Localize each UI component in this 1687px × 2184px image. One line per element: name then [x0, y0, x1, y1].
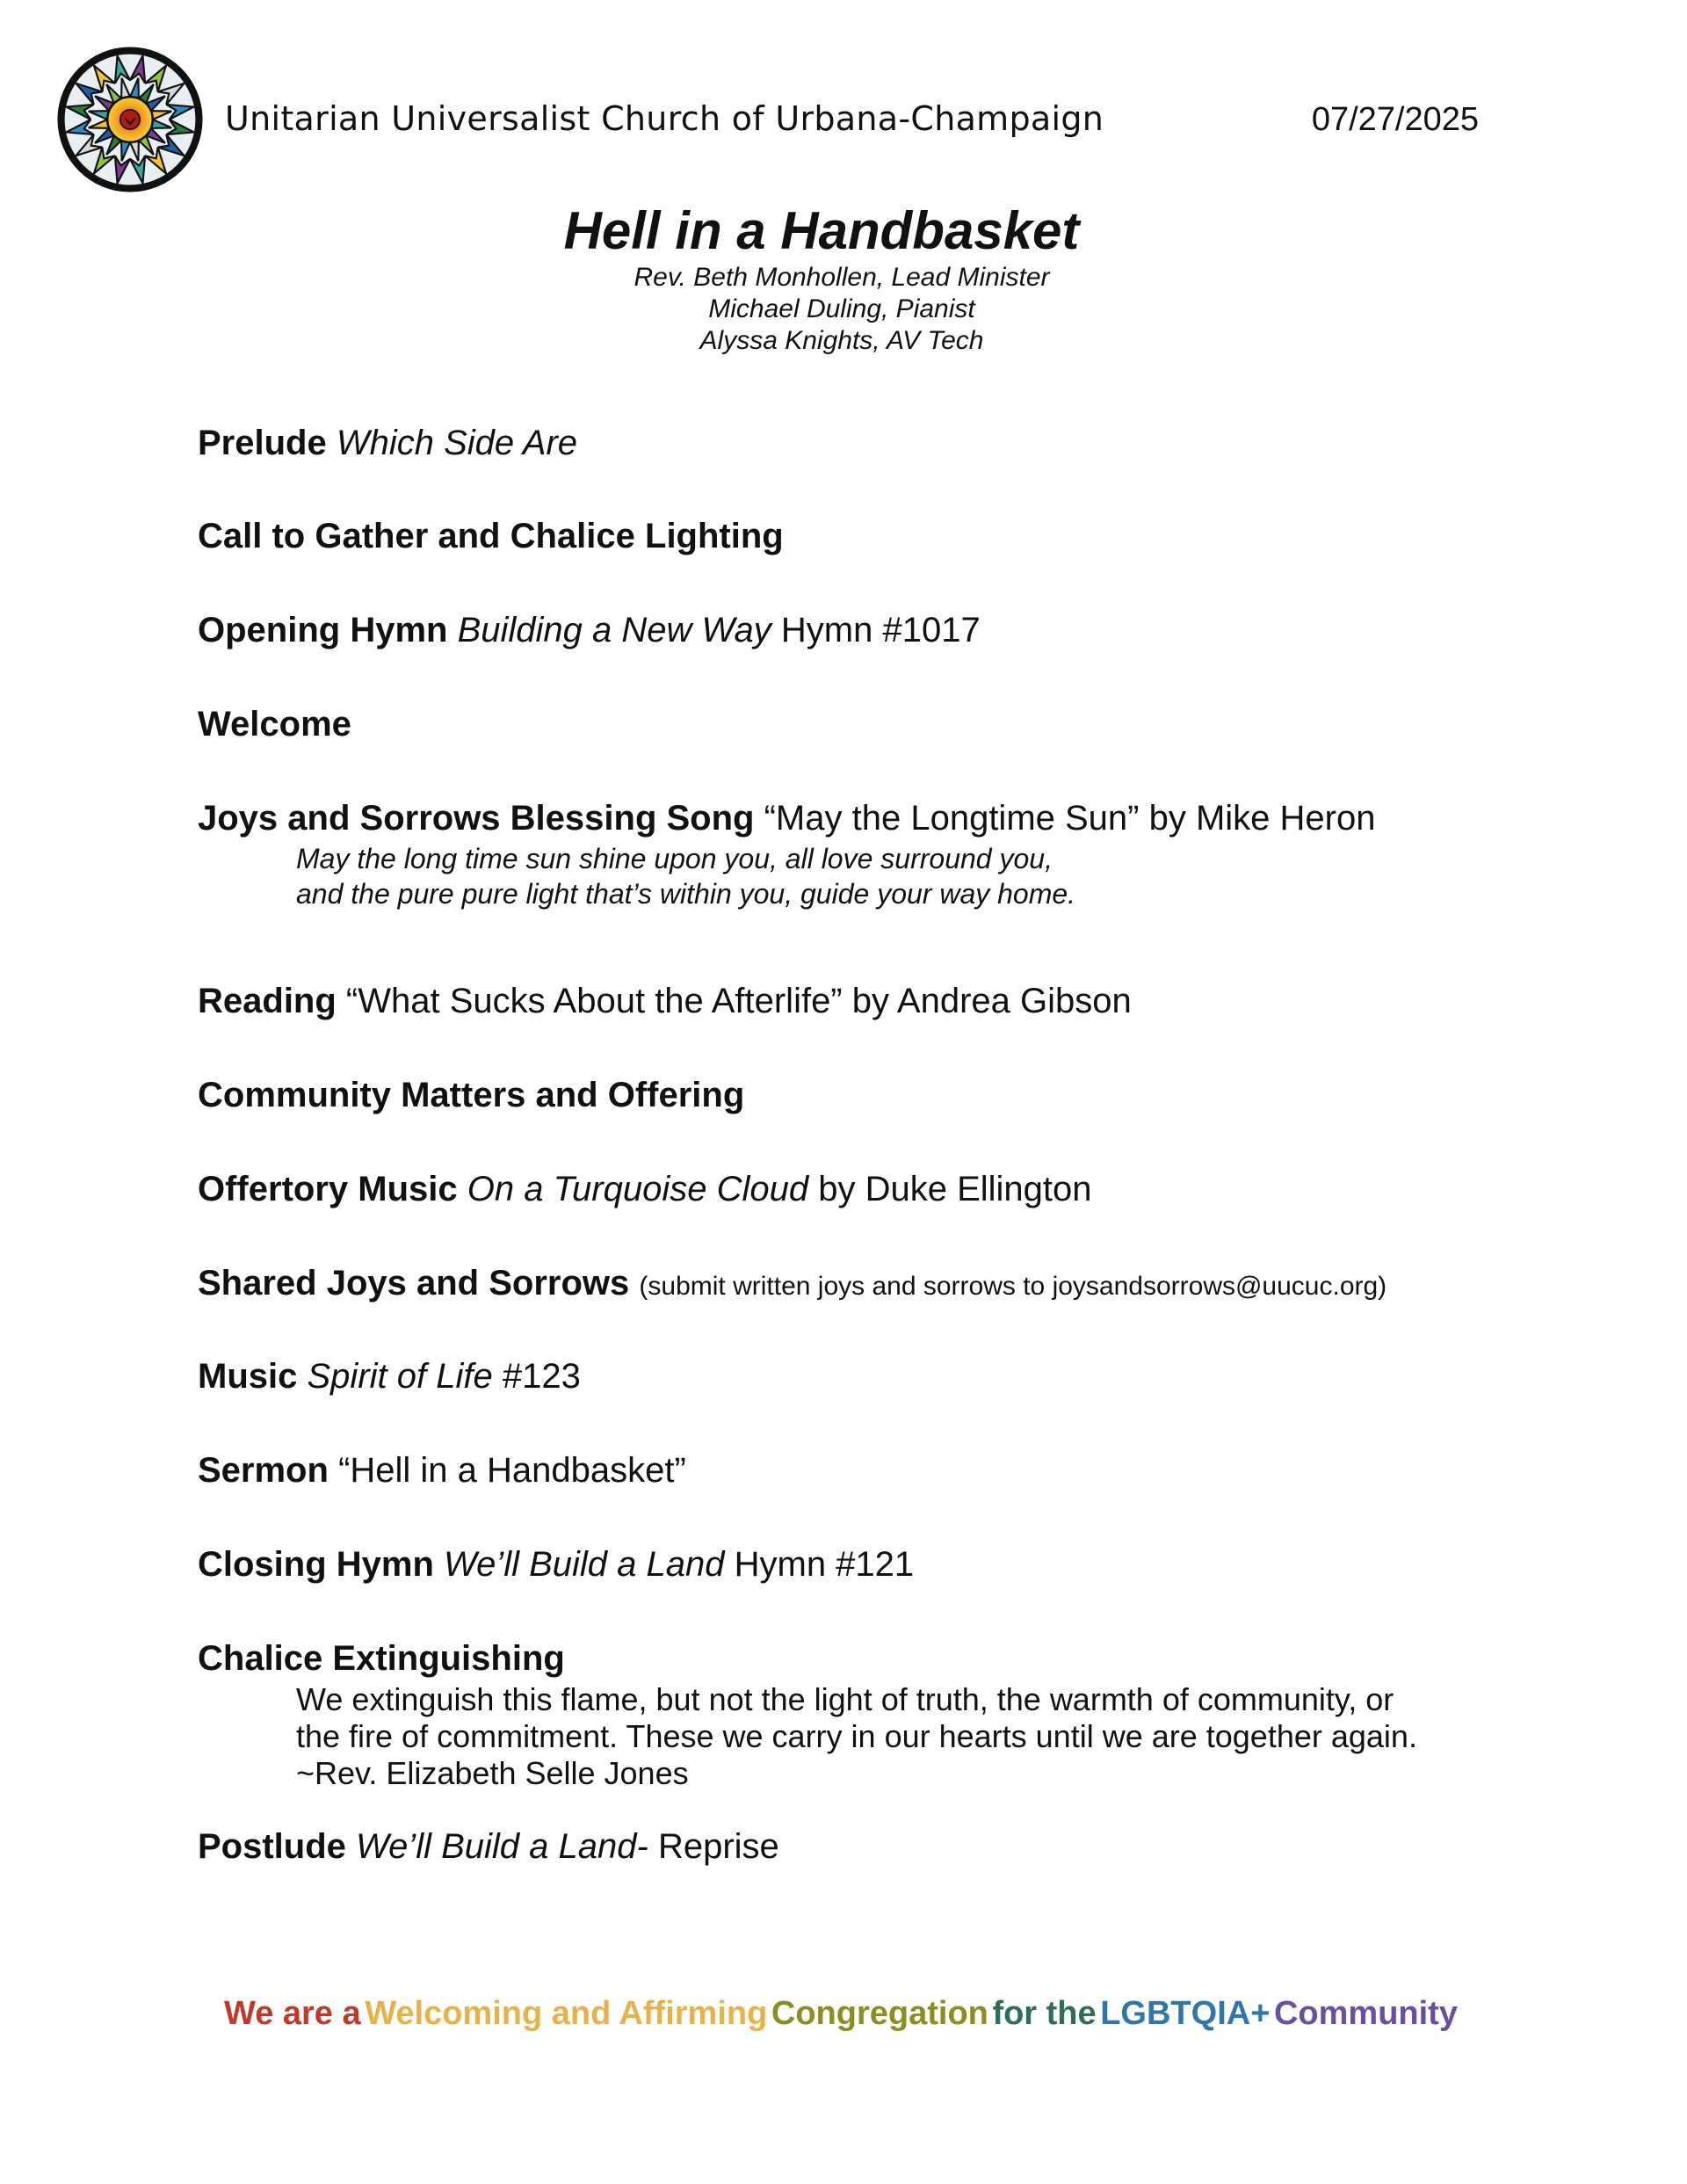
church-name: Unitarian Universalist Church of Urbana-Champaign	[225, 99, 1104, 138]
welcoming-congregation-banner	[0, 1995, 1687, 2033]
item-title: On a Turquoise Cloud	[467, 1170, 809, 1208]
order-item-shared-joys	[198, 1260, 1387, 1310]
item-label: Reading	[198, 982, 337, 1020]
service-title: Hell in a Handbasket	[563, 201, 1080, 260]
banner-segment: Congregation	[771, 1995, 988, 2032]
item-label: Joys and Sorrows Blessing Song	[198, 799, 755, 838]
reading-attribution: ~Rev. Elizabeth Selle Jones	[296, 1755, 689, 1791]
item-title: We’ll Build a Land-	[356, 1827, 648, 1866]
lyric-line: and the pure pure light that’s within you, guide your way home.	[296, 878, 1076, 910]
banner-segment: We are a	[224, 1995, 361, 2032]
item-label: Offertory Music	[198, 1170, 458, 1208]
order-item-call-to-gather	[198, 513, 784, 559]
item-detail: “May the Longtime Sun” by Mike Heron	[764, 799, 1376, 838]
item-label: Sermon	[198, 1451, 329, 1490]
item-number: Hymn #1017	[780, 611, 981, 649]
order-item-prelude	[198, 420, 577, 466]
item-label: Prelude	[198, 424, 327, 462]
banner-segment: Community	[1273, 1995, 1458, 2032]
item-label: Call to Gather and Chalice Lighting	[198, 517, 784, 555]
item-label: Opening Hymn	[198, 611, 448, 649]
item-number: #123	[502, 1357, 581, 1396]
church-logo-icon	[54, 44, 206, 195]
service-header	[0, 200, 1687, 357]
order-item-community	[198, 1072, 744, 1118]
order-item-sermon	[198, 1448, 686, 1493]
item-label: Postlude	[198, 1827, 346, 1866]
reading-line: the fire of commitment. These we carry in our hearts until we are together again.	[296, 1718, 1417, 1754]
item-detail: by Duke Ellington	[818, 1170, 1092, 1208]
credit-av-tech: Alyssa Knights, AV Tech	[699, 326, 984, 355]
item-label: Music	[198, 1357, 298, 1396]
item-title: Spirit of Life	[307, 1357, 493, 1396]
order-item-closing-hymn	[198, 1542, 914, 1587]
service-date: 07/27/2025	[1311, 101, 1479, 138]
order-item-joys-song	[198, 795, 1375, 911]
reading-line: We extinguish this flame, but not the light of truth, the warmth of community, or	[296, 1681, 1394, 1717]
item-number: Hymn #121	[734, 1545, 915, 1584]
order-item-welcome	[198, 701, 351, 747]
item-title: Which Side Are	[336, 424, 578, 462]
credit-minister: Rev. Beth Monhollen, Lead Minister	[634, 263, 1050, 292]
item-detail: “What Sucks About the Afterlife” by Andrea Gibson	[345, 982, 1132, 1020]
order-item-opening-hymn	[198, 607, 981, 653]
item-label: Closing Hymn	[198, 1545, 434, 1584]
item-title: We’ll Build a Land	[444, 1545, 725, 1584]
banner-segment: for the	[992, 1995, 1097, 2032]
banner-segment: Welcoming and Affirming	[365, 1995, 768, 2032]
order-item-chalice-extinguishing	[198, 1636, 1417, 1792]
item-title: Building a New Way	[457, 611, 771, 649]
order-item-offertory	[198, 1166, 1092, 1212]
item-detail: “Hell in a Handbasket”	[338, 1451, 686, 1490]
item-label: Shared Joys and Sorrows	[198, 1264, 630, 1302]
banner-segment: LGBTQIA+	[1100, 1995, 1271, 2032]
order-item-postlude	[198, 1824, 779, 1869]
item-label: Welcome	[198, 705, 351, 744]
item-label: Chalice Extinguishing	[198, 1639, 565, 1678]
order-item-reading	[198, 978, 1132, 1024]
lyric-line: May the long time sun shine upon you, all love surround you,	[296, 843, 1053, 874]
order-item-music	[198, 1353, 581, 1399]
item-detail: Reprise	[657, 1827, 779, 1866]
credit-pianist: Michael Duling, Pianist	[708, 294, 975, 323]
item-note: (submit written joys and sorrows to joysandsorrows@uucuc.org)	[639, 1272, 1387, 1301]
item-label: Community Matters and Offering	[198, 1076, 745, 1114]
